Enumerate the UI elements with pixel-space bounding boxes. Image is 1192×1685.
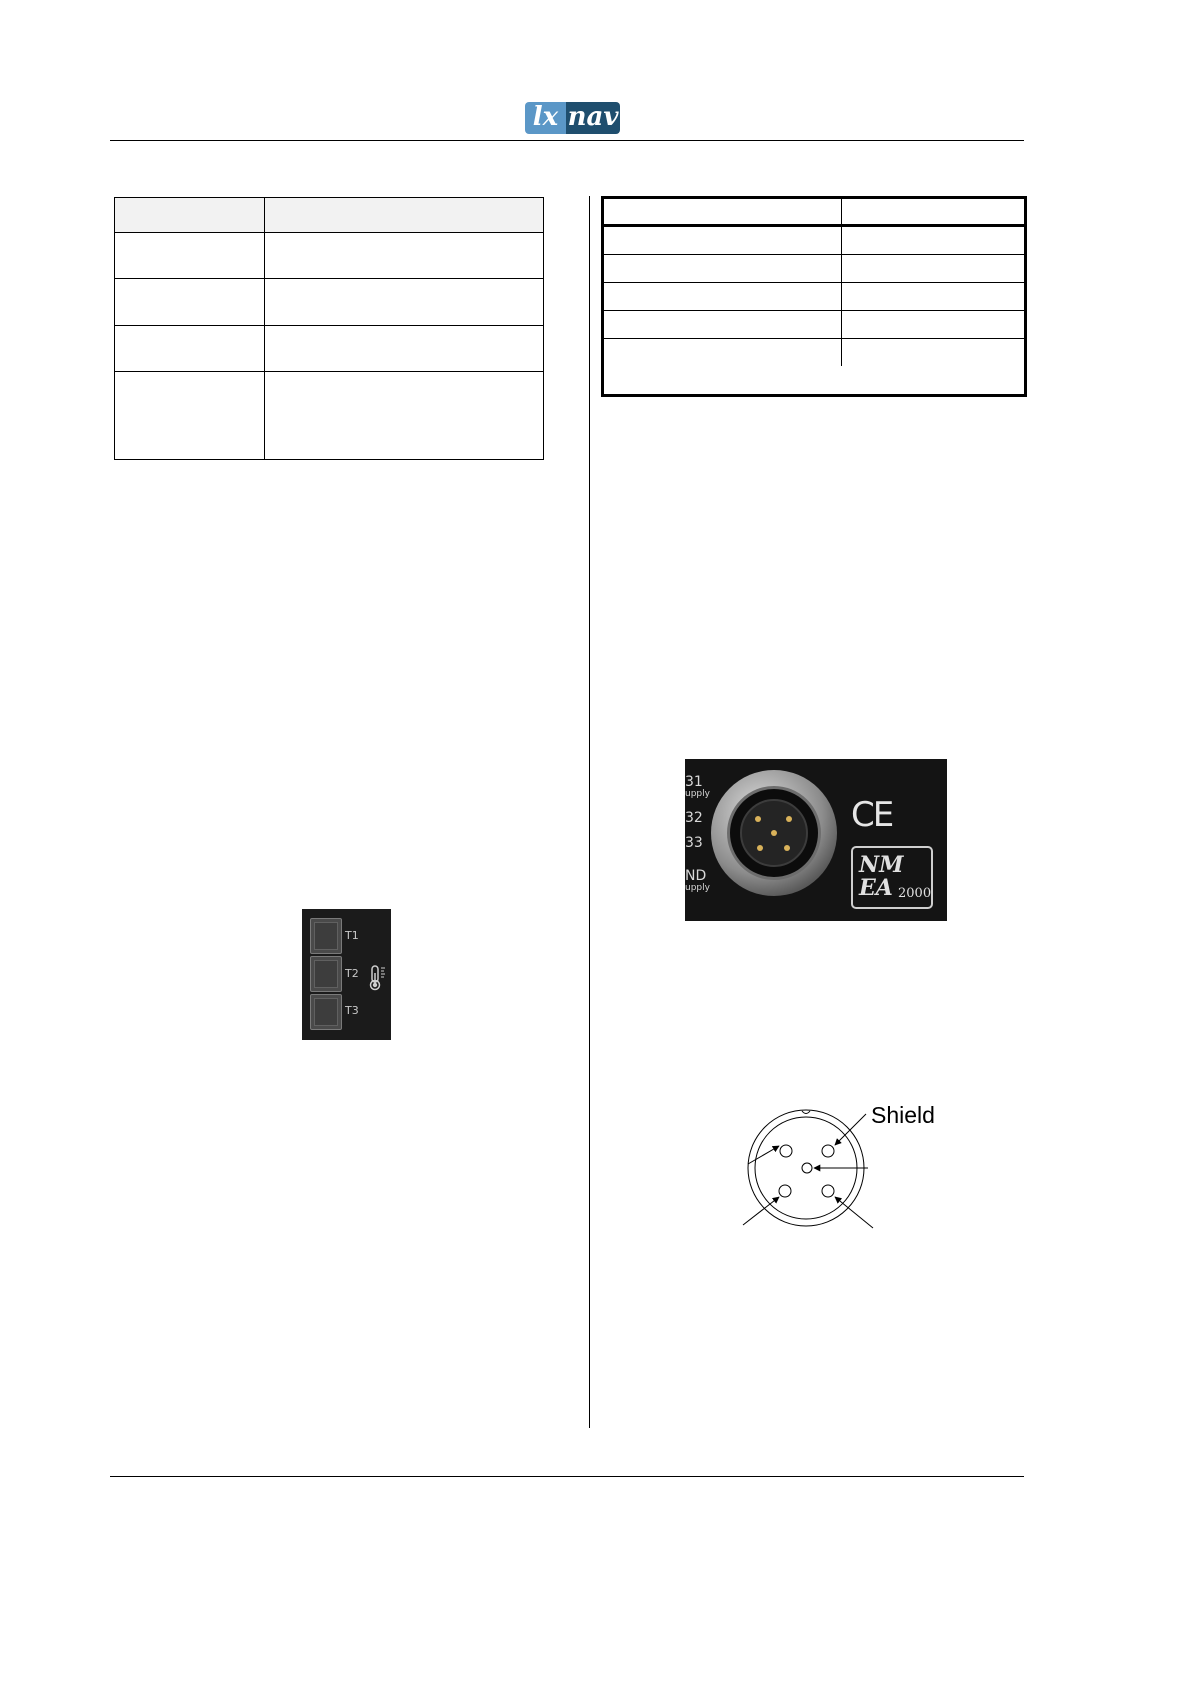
pin-sublabel-1: upply bbox=[685, 789, 710, 799]
thermometer-icon bbox=[368, 965, 388, 991]
nmea2000-connector-photo bbox=[685, 759, 947, 921]
port-label-t2: T2 bbox=[345, 967, 359, 980]
table-cell bbox=[115, 326, 265, 372]
table-cell bbox=[604, 311, 842, 339]
temperature-ports-photo bbox=[302, 909, 391, 1040]
pin-label-2: 32 bbox=[685, 810, 703, 826]
logo-lx: lx bbox=[525, 102, 566, 134]
connector-pin bbox=[786, 816, 792, 822]
nmea2000-logo bbox=[851, 846, 933, 909]
nmea-logo-line1: NM bbox=[859, 852, 904, 878]
table-cell bbox=[115, 233, 265, 279]
shield-label: Shield bbox=[871, 1102, 935, 1128]
connector-pin bbox=[755, 816, 761, 822]
table-cell bbox=[604, 283, 842, 311]
table-row bbox=[115, 372, 544, 460]
table-cell bbox=[265, 372, 544, 460]
table-cell bbox=[604, 339, 842, 367]
logo-nav: nav bbox=[567, 102, 619, 132]
port-label-t3: T3 bbox=[345, 1004, 359, 1017]
table-header-cell bbox=[265, 198, 544, 233]
header-rule bbox=[110, 140, 1024, 141]
footer-rule bbox=[110, 1476, 1024, 1477]
table-cell bbox=[604, 226, 842, 255]
table-row bbox=[115, 326, 544, 372]
table-cell bbox=[115, 372, 265, 460]
table-cell bbox=[842, 255, 1025, 283]
port-slot-t3 bbox=[310, 994, 342, 1030]
table-header-row bbox=[115, 198, 544, 233]
table-cell bbox=[604, 255, 842, 283]
column-divider bbox=[589, 196, 590, 1428]
table-cell bbox=[115, 279, 265, 326]
port-slot-t2 bbox=[310, 956, 342, 992]
table-cell bbox=[842, 339, 1025, 367]
connector-pin bbox=[771, 830, 777, 836]
pin-label-1: 31 bbox=[685, 774, 703, 790]
table-cell bbox=[265, 233, 544, 279]
pin-sublabel-4: upply bbox=[685, 883, 710, 893]
table-row bbox=[115, 233, 544, 279]
port-slot-t1 bbox=[310, 918, 342, 954]
lxnav-logo bbox=[525, 102, 620, 134]
table-header-row bbox=[604, 199, 1024, 226]
table-row bbox=[604, 283, 1024, 311]
port-label-t1: T1 bbox=[345, 929, 359, 942]
table-row bbox=[604, 311, 1024, 339]
nmea-logo-line2: EA bbox=[859, 875, 893, 901]
table-header-cell bbox=[115, 198, 265, 233]
table-row bbox=[115, 279, 544, 326]
table-cell bbox=[842, 199, 1025, 226]
table-row bbox=[604, 255, 1024, 283]
connector-pin bbox=[757, 845, 763, 851]
table-cell bbox=[842, 311, 1025, 339]
ce-mark: CE bbox=[851, 795, 893, 835]
table-cell bbox=[842, 226, 1025, 255]
table-row bbox=[604, 226, 1024, 255]
connector-pin bbox=[784, 845, 790, 851]
table-row bbox=[604, 339, 1024, 367]
right-table-grid bbox=[604, 199, 1024, 366]
pin-label-4: ND bbox=[685, 868, 707, 884]
left-table bbox=[114, 197, 544, 460]
table-cell bbox=[265, 279, 544, 326]
table-cell bbox=[842, 283, 1025, 311]
right-table bbox=[601, 196, 1027, 397]
nmea-logo-year: 2000 bbox=[898, 886, 932, 901]
table-cell bbox=[604, 199, 842, 226]
table-cell bbox=[265, 326, 544, 372]
pin-label-3: 33 bbox=[685, 835, 703, 851]
